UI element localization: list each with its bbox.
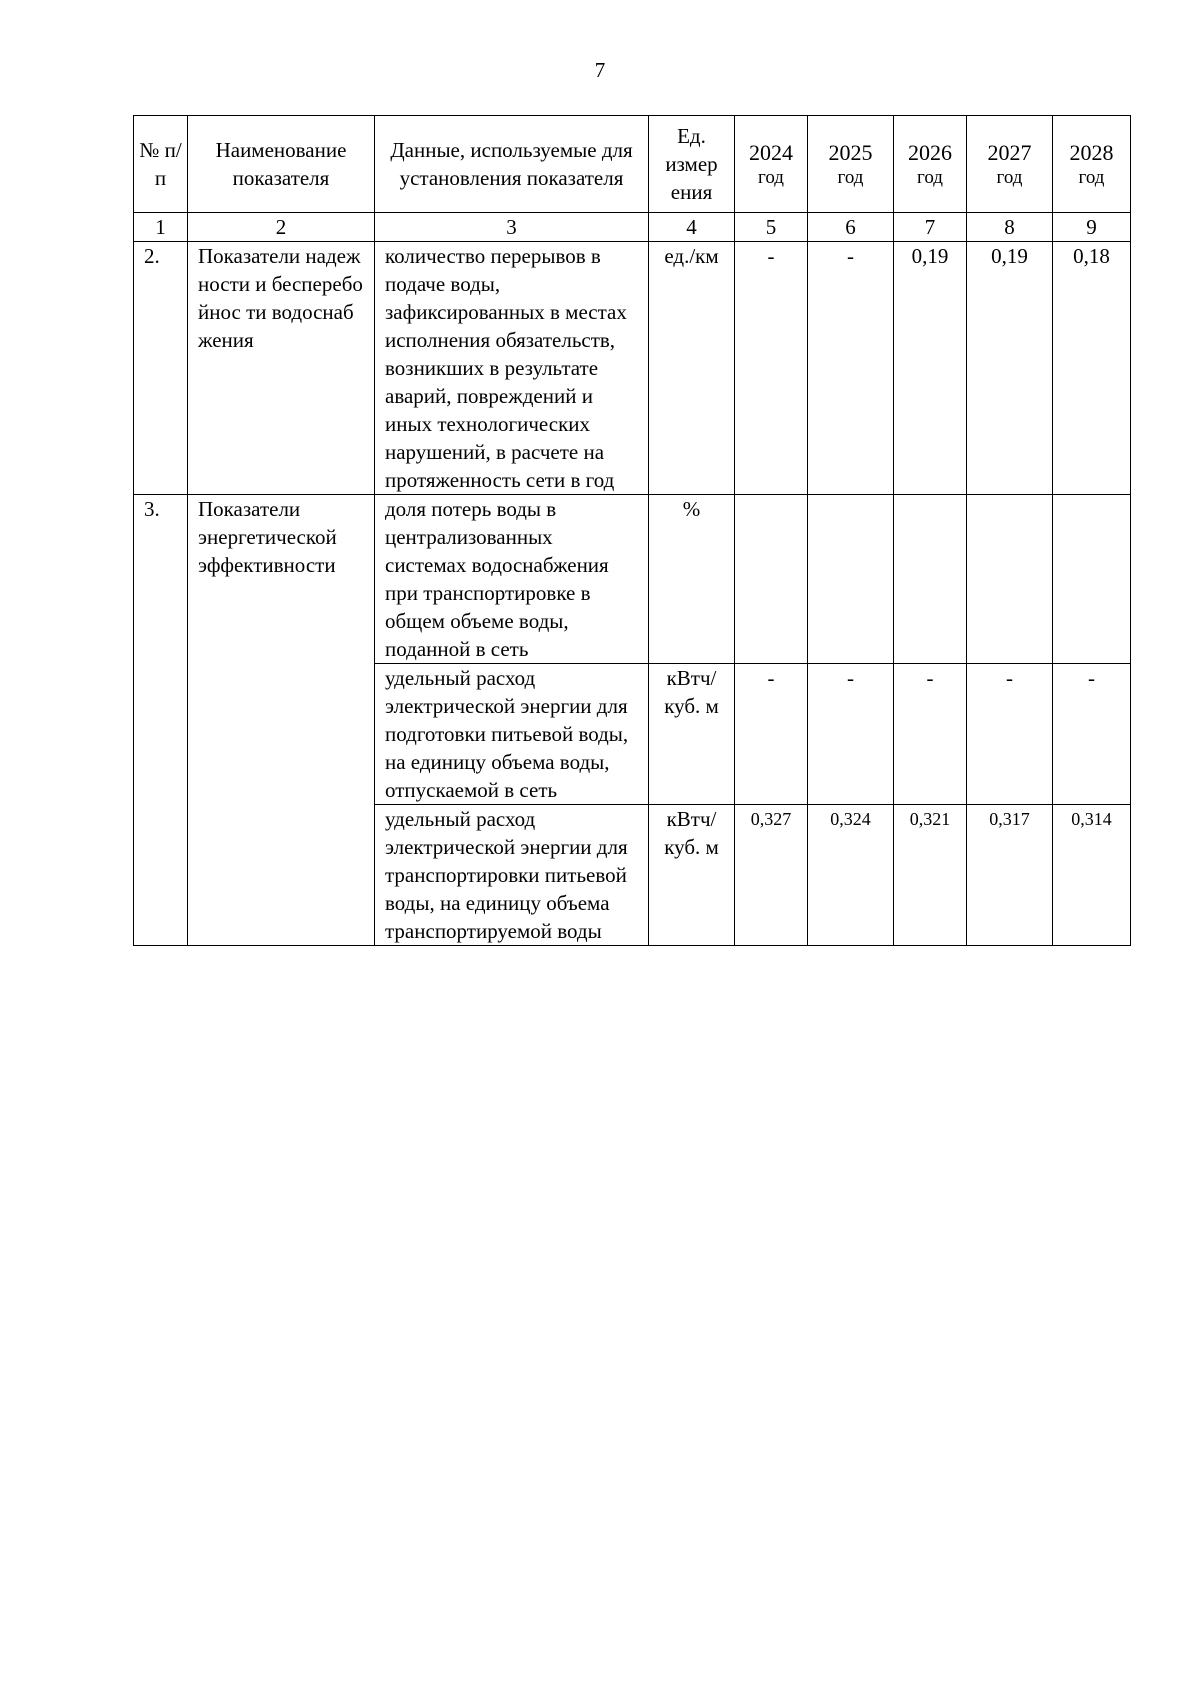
- unit-cell: кВтч/ куб. м: [649, 664, 735, 805]
- row-number: 3.: [134, 495, 188, 946]
- value-2025: [808, 495, 894, 664]
- header-year-2026: 2026 год: [894, 116, 967, 213]
- value-2028: 0,314: [1053, 805, 1131, 946]
- column-number: 4: [649, 213, 735, 242]
- value-2028: -: [1053, 664, 1131, 805]
- indicator-data: удельный расход электрической энергии для транспортировки питьевой воды, на единицу объема транспортируемой воды: [375, 805, 649, 946]
- header-year-2027: 2027 год: [967, 116, 1053, 213]
- column-number: 7: [894, 213, 967, 242]
- value-2026: [894, 495, 967, 664]
- value-2026: 0,321: [894, 805, 967, 946]
- unit-cell: ед./км: [649, 242, 735, 495]
- value-2028: [1053, 495, 1131, 664]
- header-unit: Ед. измер ения: [649, 116, 735, 213]
- header-year-2028: 2028 год: [1053, 116, 1131, 213]
- column-number: 5: [735, 213, 808, 242]
- header-data: Данные, используемые для установления показателя: [375, 116, 649, 213]
- value-2024: 0,327: [735, 805, 808, 946]
- value-2024: -: [735, 664, 808, 805]
- row-number: 2.: [134, 242, 188, 495]
- indicator-data: количество перерывов в подаче воды, зафиксированных в местах исполнения обязательств, возникших в результате аварий, повреждений и иных технологических нарушений, в расчете на протяженность сети в год: [375, 242, 649, 495]
- indicator-data: удельный расход электрической энергии для подготовки питьевой воды, на единицу объема воды, отпускаемой в сеть: [375, 664, 649, 805]
- header-year-2024: 2024 год: [735, 116, 808, 213]
- unit-cell: %: [649, 495, 735, 664]
- column-number: 6: [808, 213, 894, 242]
- header-no: № п/п: [134, 116, 188, 213]
- column-number: 3: [375, 213, 649, 242]
- value-2025: -: [808, 242, 894, 495]
- indicators-table: [133, 115, 1131, 946]
- column-number: 8: [967, 213, 1053, 242]
- value-2027: 0,19: [967, 242, 1053, 495]
- header-row: [134, 116, 1131, 213]
- column-number: 9: [1053, 213, 1131, 242]
- value-2025: 0,324: [808, 805, 894, 946]
- page-number: 7: [594, 58, 606, 82]
- value-2027: [967, 495, 1053, 664]
- column-number: 1: [134, 213, 188, 242]
- value-2026: 0,19: [894, 242, 967, 495]
- indicator-name: Показатели энергетической эффективности: [188, 495, 375, 946]
- value-2024: [735, 495, 808, 664]
- value-2028: 0,18: [1053, 242, 1131, 495]
- table-row: [134, 242, 1131, 495]
- header-year-2025: 2025 год: [808, 116, 894, 213]
- value-2026: -: [894, 664, 967, 805]
- header-name: Наименование показателя: [188, 116, 375, 213]
- value-2027: -: [967, 664, 1053, 805]
- column-numbering-row: [134, 213, 1131, 242]
- value-2024: -: [735, 242, 808, 495]
- indicator-data: доля потерь воды в централизованных системах водоснабжения при транспортировке в общем объеме воды, поданной в сеть: [375, 495, 649, 664]
- column-number: 2: [188, 213, 375, 242]
- indicator-name: Показатели надежности и бесперебойнос ти водоснабжения: [188, 242, 375, 495]
- unit-cell: кВтч/ куб. м: [649, 805, 735, 946]
- value-2027: 0,317: [967, 805, 1053, 946]
- table-row: [134, 495, 1131, 664]
- value-2025: -: [808, 664, 894, 805]
